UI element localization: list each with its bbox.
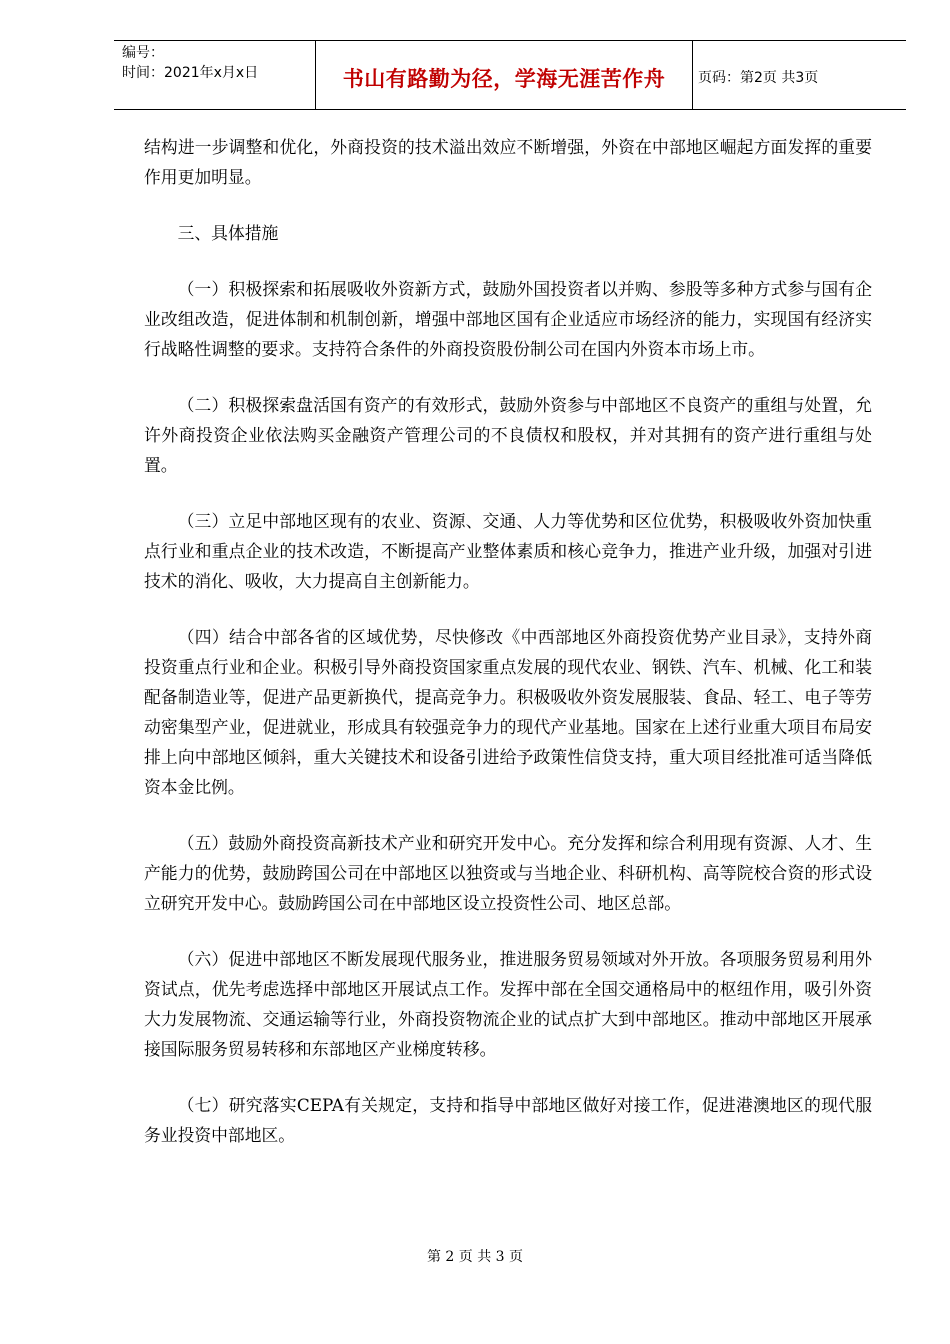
header-meta bbox=[114, 41, 314, 109]
paragraph-item-3: （三）立足中部地区现有的农业、资源、交通、人力等优势和区位优势，积极吸收外资加快重点行业和重点企业的技术改造，不断提高产业整体素质和核心竞争力，推进产业升级，加强对引进技术的消化、吸收，大力提高自主创新能力。 bbox=[144, 511, 872, 591]
paragraph-continuation: 结构进一步调整和优化，外商投资的技术溢出效应不断增强，外资在中部地区崛起方面发挥的重要作用更加明显。 bbox=[144, 137, 872, 187]
time-label: 时间：2021年x月x日 bbox=[122, 65, 259, 81]
number-label: 编号： bbox=[122, 45, 164, 61]
page-header bbox=[114, 40, 906, 110]
paragraph-item-6: （六）促进中部地区不断发展现代服务业，推进服务贸易领域对外开放。各项服务贸易利用外资试点，优先考虑选择中部地区开展试点工作。发挥中部在全国交通格局中的枢纽作用，吸引外资大力发展物流、交通运输等行业，外商投资物流企业的试点扩大到中部地区。推动中部地区开展承接国际服务贸易转移和东部地区产业梯度转移。 bbox=[144, 949, 872, 1059]
header-page-info: 页码：第2页 共3页 bbox=[698, 70, 819, 86]
header-motto: 书山有路勤为径，学海无涯苦作舟 bbox=[342, 67, 666, 91]
paragraph-item-4: （四）结合中部各省的区域优势，尽快修改《中西部地区外商投资优势产业目录》，支持外商投资重点行业和企业。积极引导外商投资国家重点发展的现代农业、钢铁、汽车、机械、化工和装配备制造业等，促进产品更新换代，提高竞争力。积极吸收外资发展服装、食品、轻工、电子等劳动密集型产业，促进就业，形成具有较强竞争力的现代产业基地。国家在上述行业重大项目布局安排上向中部地区倾斜，重大关键技术和设备引进给予政策性信贷支持，重大项目经批准可适当降低资本金比例。 bbox=[144, 627, 872, 797]
paragraph-item-7: （七）研究落实CEPA有关规定，支持和指导中部地区做好对接工作，促进港澳地区的现代服务业投资中部地区。 bbox=[144, 1095, 872, 1145]
paragraph-item-1: （一）积极探索和拓展吸收外资新方式，鼓励外国投资者以并购、参股等多种方式参与国有企业改组改造，促进体制和机制创新，增强中部地区国有企业适应市场经济的能力，实现国有经济实行战略性调整的要求。支持符合条件的外商投资股份制公司在国内外资本市场上市。 bbox=[144, 279, 872, 359]
paragraph-item-2: （二）积极探索盘活国有资产的有效形式，鼓励外资参与中部地区不良资产的重组与处置，允许外商投资企业依法购买金融资产管理公司的不良债权和股权，并对其拥有的资产进行重组与处置。 bbox=[144, 395, 872, 475]
header-page-cell bbox=[692, 41, 906, 109]
paragraph-item-5: （五）鼓励外商投资高新技术产业和研究开发中心。充分发挥和综合利用现有资源、人才、生产能力的优势，鼓励跨国公司在中部地区以独资或与当地企业、科研机构、高等院校合资的形式设立研究开发中心。鼓励跨国公司在中部地区设立投资性公司、地区总部。 bbox=[144, 833, 872, 913]
section-heading: 三、具体措施 bbox=[177, 223, 279, 243]
header-motto-cell bbox=[315, 41, 693, 109]
page-footer: 第 2 页 共 3 页 bbox=[426, 1249, 524, 1265]
document-body bbox=[144, 132, 872, 1176]
